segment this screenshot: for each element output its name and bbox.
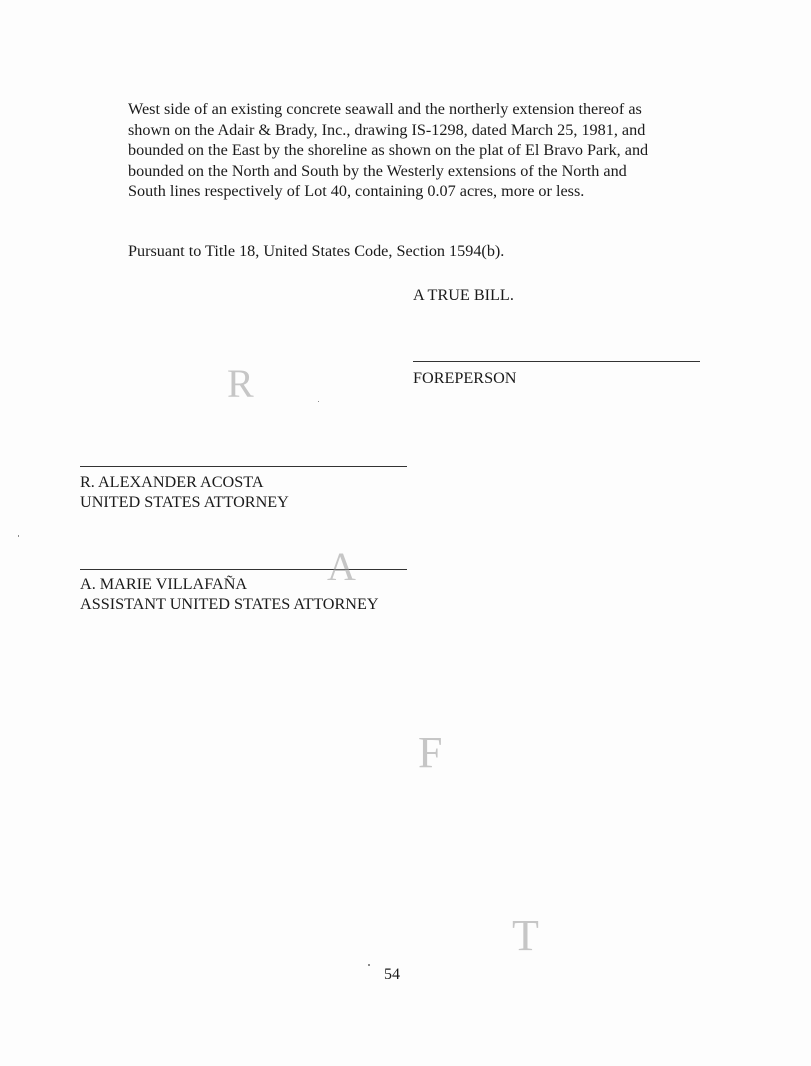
watermark-letter-a: A (327, 544, 356, 589)
foreperson-label: FOREPERSON (413, 369, 517, 387)
page-number: 54 (384, 966, 400, 983)
legal-description-paragraph: West side of an existing concrete seawall and the northerly extension thereof as shown on the Adair & Brady, Inc., drawing IS-1298, dated March 25, 1981, and bounded on the East by the shoreline as shown on the plat of El Bravo Park, and bounded on the North and South by the Westerly extensions of the North and South lines respectively of Lot 40, containing 0.07 acres, more or less. (128, 100, 649, 201)
ausa-name: A. MARIE VILLAFAÑA (80, 575, 248, 593)
true-bill-heading: A TRUE BILL. (413, 286, 514, 304)
us-attorney-title: UNITED STATES ATTORNEY (80, 493, 289, 511)
watermark-letter-t: T (512, 911, 539, 960)
us-attorney-name: R. ALEXANDER ACOSTA (80, 473, 264, 491)
scan-speck (318, 401, 319, 402)
scan-speck (18, 535, 19, 537)
scan-speck (368, 964, 370, 966)
statute-citation: Pursuant to Title 18, United States Code, Section 1594(b). (128, 242, 505, 260)
watermark-letter-f: F (418, 728, 443, 777)
foreperson-signature-line (413, 361, 700, 362)
ausa-title: ASSISTANT UNITED STATES ATTORNEY (80, 595, 379, 613)
ausa-signature-line (80, 569, 407, 570)
watermark-letter-r: R (227, 361, 254, 406)
us-attorney-signature-line (80, 466, 407, 467)
